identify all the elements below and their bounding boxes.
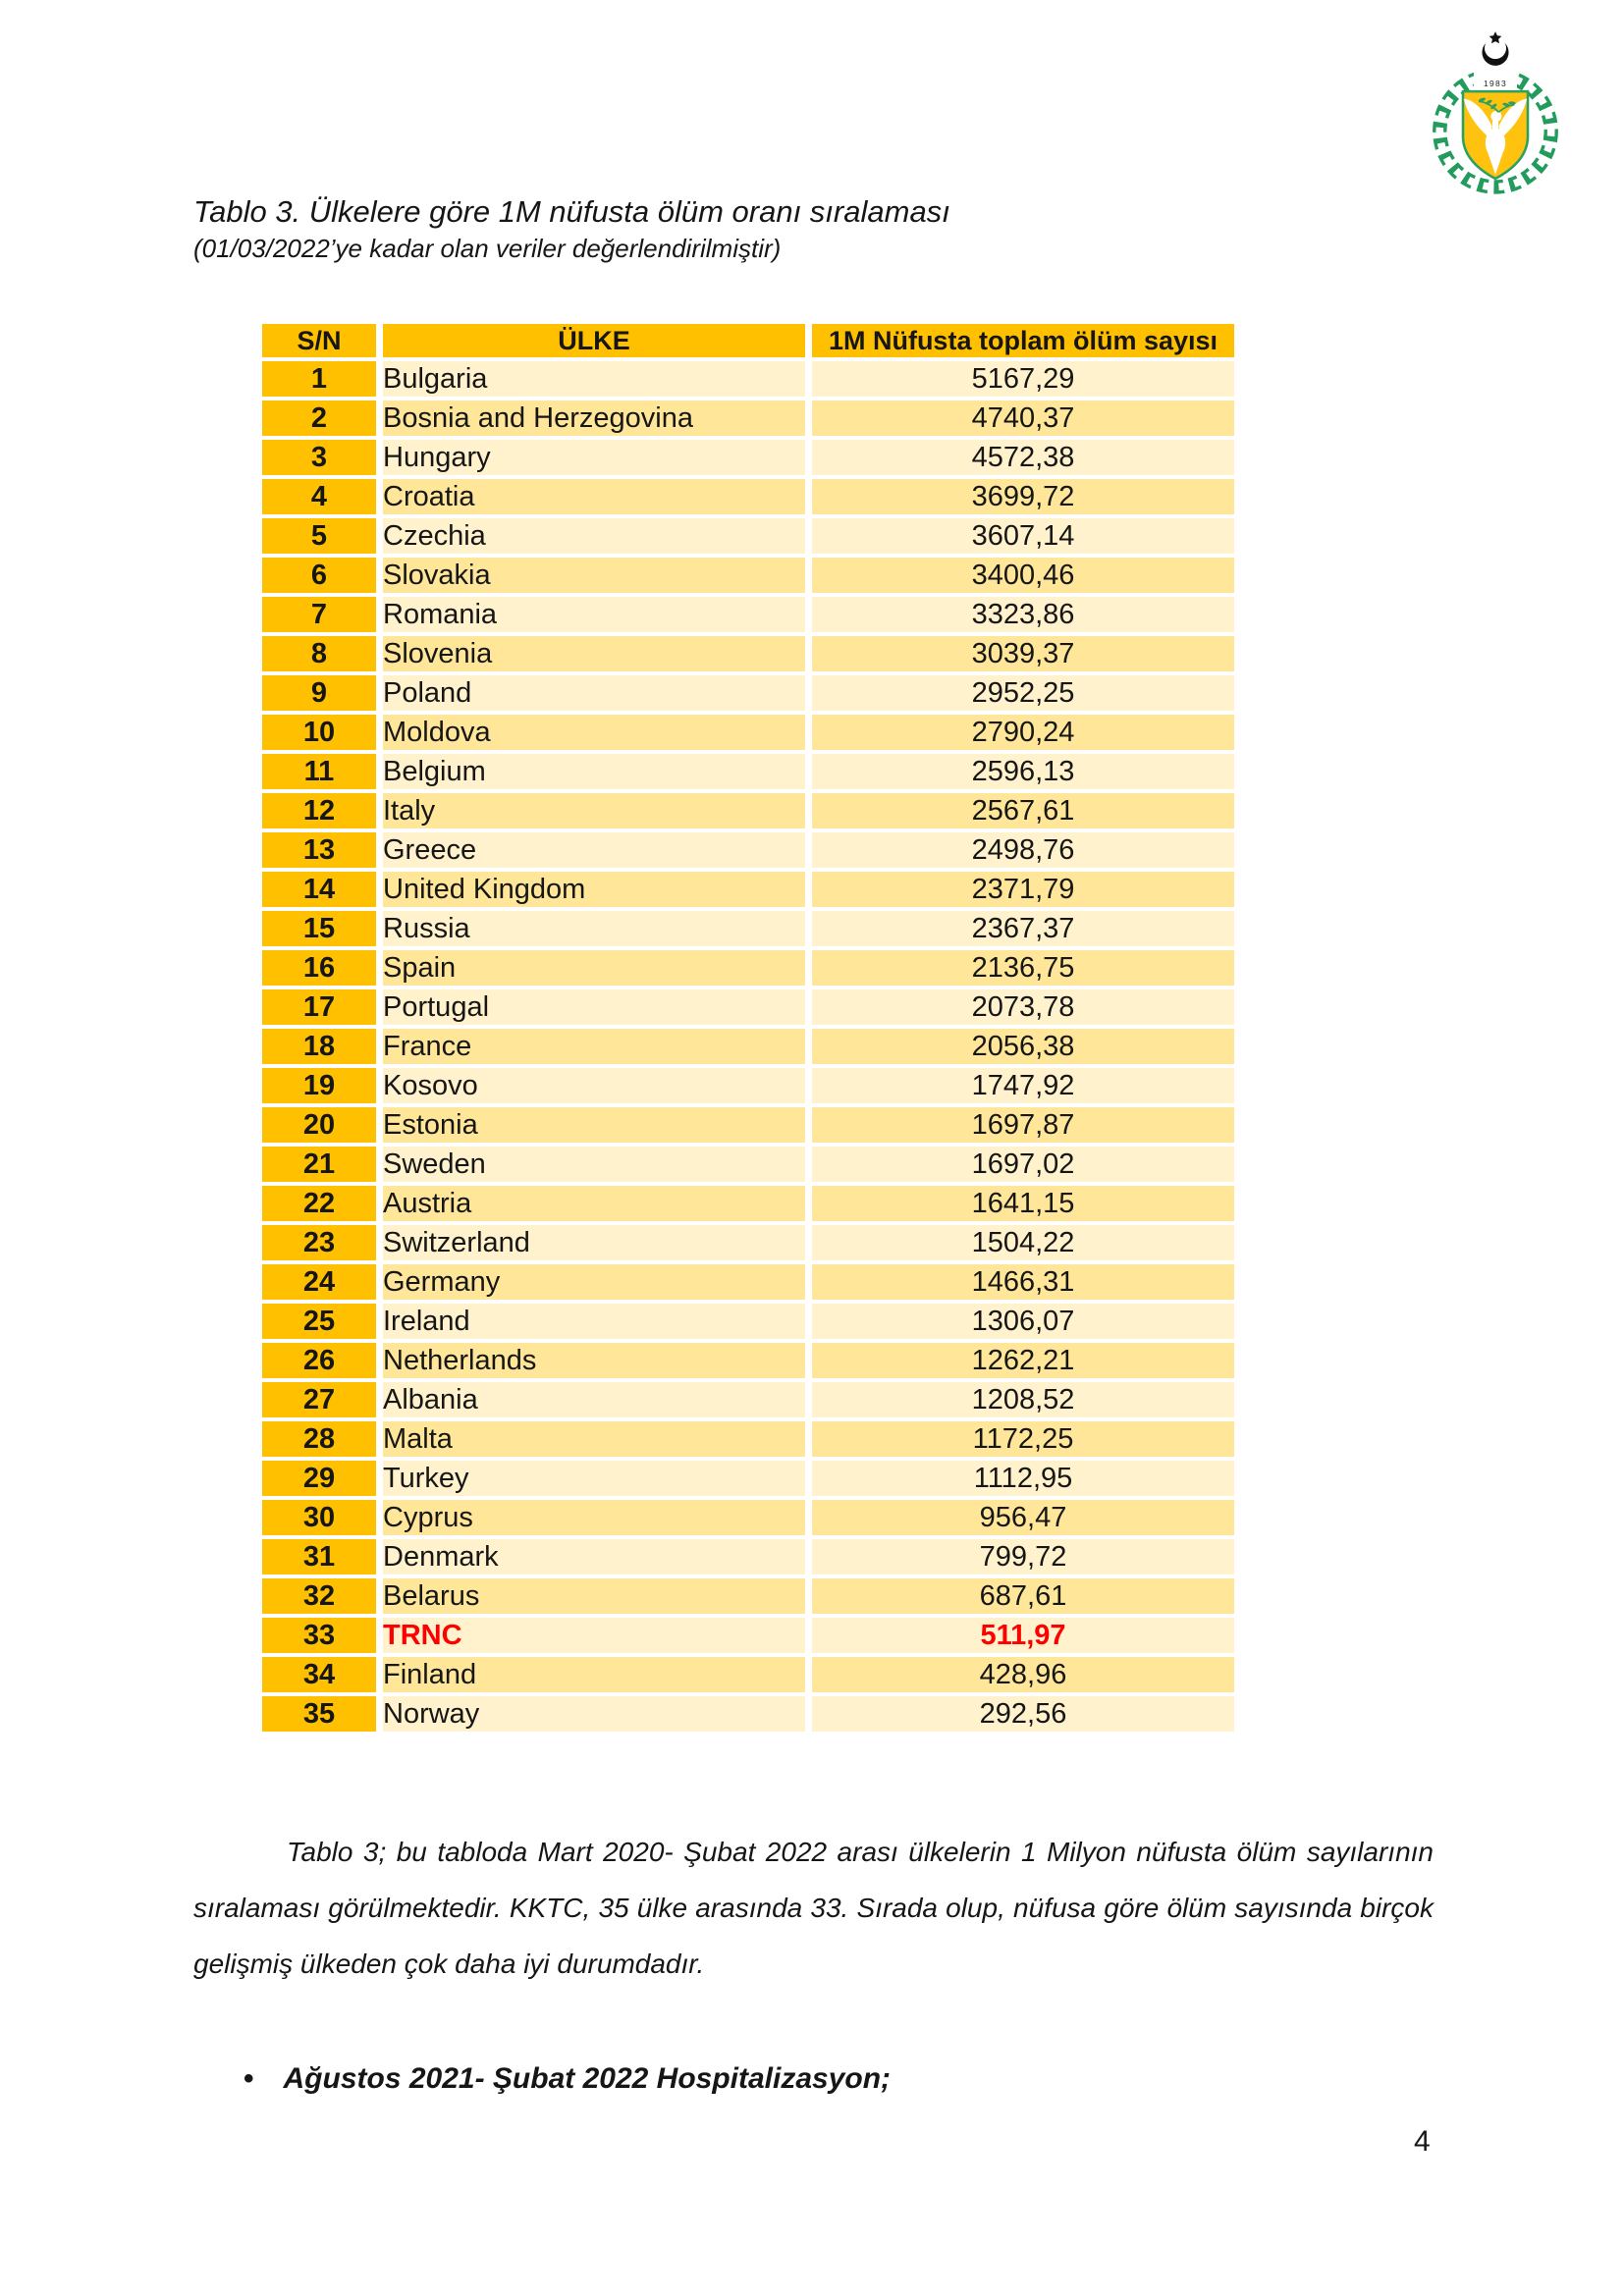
value-cell: 2952,25 (812, 675, 1234, 711)
country-cell: Russia (383, 911, 805, 946)
table-row (262, 872, 1234, 907)
column-header-country: ÜLKE (383, 324, 805, 357)
table-row (262, 1657, 1234, 1692)
rank-cell: 28 (262, 1421, 376, 1457)
rank-cell: 12 (262, 793, 376, 828)
rank-cell: 27 (262, 1382, 376, 1417)
rank-cell: 32 (262, 1578, 376, 1614)
country-cell: Turkey (383, 1461, 805, 1496)
country-cell: Poland (383, 675, 805, 711)
value-cell: 4572,38 (812, 440, 1234, 475)
bullet-marker: • (244, 2062, 254, 2095)
value-cell: 1697,87 (812, 1107, 1234, 1143)
rank-cell: 35 (262, 1696, 376, 1732)
table-header-row (262, 324, 1234, 357)
table-row (262, 754, 1234, 789)
value-cell: 799,72 (812, 1539, 1234, 1575)
table-row (262, 1500, 1234, 1535)
rank-cell: 25 (262, 1304, 376, 1339)
country-cell: Belgium (383, 754, 805, 789)
table-row (262, 1421, 1234, 1457)
country-cell: Finland (383, 1657, 805, 1692)
table-row (262, 1461, 1234, 1496)
country-cell: Moldova (383, 715, 805, 750)
country-cell: France (383, 1029, 805, 1064)
table-row (262, 518, 1234, 554)
country-cell: Switzerland (383, 1225, 805, 1260)
rank-cell: 3 (262, 440, 376, 475)
rank-cell: 29 (262, 1461, 376, 1496)
table-row (262, 1186, 1234, 1221)
country-cell: Germany (383, 1264, 805, 1300)
country-cell: Greece (383, 832, 805, 868)
table-row (262, 1225, 1234, 1260)
rank-cell: 14 (262, 872, 376, 907)
country-cell: Spain (383, 950, 805, 986)
value-cell: 1112,95 (812, 1461, 1234, 1496)
rank-cell: 34 (262, 1657, 376, 1692)
table-row (262, 715, 1234, 750)
value-cell: 1262,21 (812, 1343, 1234, 1378)
table-row (262, 440, 1234, 475)
table-row (262, 675, 1234, 711)
bullet-item (244, 2061, 891, 2097)
rank-cell: 16 (262, 950, 376, 986)
value-cell: 2371,79 (812, 872, 1234, 907)
country-cell: Belarus (383, 1578, 805, 1614)
table-row (262, 361, 1234, 397)
table-row (262, 1068, 1234, 1103)
value-cell: 292,56 (812, 1696, 1234, 1732)
table-row (262, 636, 1234, 671)
value-cell: 2596,13 (812, 754, 1234, 789)
rank-cell: 6 (262, 558, 376, 593)
value-cell: 1306,07 (812, 1304, 1234, 1339)
rank-cell: 26 (262, 1343, 376, 1378)
value-cell: 3323,86 (812, 597, 1234, 632)
table-row (262, 1107, 1234, 1143)
rank-cell: 19 (262, 1068, 376, 1103)
value-cell: 3400,46 (812, 558, 1234, 593)
country-cell: Netherlands (383, 1343, 805, 1378)
country-cell: Portugal (383, 989, 805, 1025)
rank-cell: 21 (262, 1147, 376, 1182)
table-row (262, 793, 1234, 828)
country-cell: Croatia (383, 479, 805, 514)
rank-cell: 9 (262, 675, 376, 711)
table-row (262, 1147, 1234, 1182)
rank-cell: 20 (262, 1107, 376, 1143)
country-cell: Slovenia (383, 636, 805, 671)
column-header-value: 1M Nüfusta toplam ölüm sayısı (812, 324, 1234, 357)
rank-cell: 13 (262, 832, 376, 868)
table-body (262, 361, 1234, 1732)
country-cell: Bulgaria (383, 361, 805, 397)
value-cell: 1208,52 (812, 1382, 1234, 1417)
value-cell: 2056,38 (812, 1029, 1234, 1064)
rank-cell: 33 (262, 1618, 376, 1653)
rank-cell: 5 (262, 518, 376, 554)
rank-cell: 31 (262, 1539, 376, 1575)
value-cell: 2073,78 (812, 989, 1234, 1025)
table-row (262, 989, 1234, 1025)
mortality-ranking-table (255, 320, 1241, 1735)
country-cell: Bosnia and Herzegovina (383, 400, 805, 436)
country-cell: Albania (383, 1382, 805, 1417)
value-cell: 2367,37 (812, 911, 1234, 946)
rank-cell: 10 (262, 715, 376, 750)
country-cell: Denmark (383, 1539, 805, 1575)
value-cell: 511,97 (812, 1618, 1234, 1653)
table-row (262, 1029, 1234, 1064)
trnc-coat-of-arms-logo (1412, 22, 1579, 200)
table-row (262, 1539, 1234, 1575)
rank-cell: 22 (262, 1186, 376, 1221)
table-row (262, 597, 1234, 632)
country-cell: Italy (383, 793, 805, 828)
rank-cell: 4 (262, 479, 376, 514)
rank-cell: 18 (262, 1029, 376, 1064)
value-cell: 2567,61 (812, 793, 1234, 828)
value-cell: 1747,92 (812, 1068, 1234, 1103)
country-cell: United Kingdom (383, 872, 805, 907)
country-cell: Austria (383, 1186, 805, 1221)
rank-cell: 24 (262, 1264, 376, 1300)
table-subtitle: (01/03/2022’ye kadar olan veriler değerlendirilmiştir) (193, 234, 782, 263)
country-cell: Hungary (383, 440, 805, 475)
value-cell: 4740,37 (812, 400, 1234, 436)
value-cell: 2136,75 (812, 950, 1234, 986)
value-cell: 956,47 (812, 1500, 1234, 1535)
rank-cell: 23 (262, 1225, 376, 1260)
table-row (262, 832, 1234, 868)
table-row (262, 950, 1234, 986)
value-cell: 3039,37 (812, 636, 1234, 671)
rank-cell: 1 (262, 361, 376, 397)
table-row (262, 1578, 1234, 1614)
rank-cell: 15 (262, 911, 376, 946)
rank-cell: 8 (262, 636, 376, 671)
table-row (262, 1304, 1234, 1339)
bullet-text: Ağustos 2021- Şubat 2022 Hospitalizasyon; (283, 2062, 892, 2095)
value-cell: 1641,15 (812, 1186, 1234, 1221)
value-cell: 2790,24 (812, 715, 1234, 750)
rank-cell: 11 (262, 754, 376, 789)
value-cell: 5167,29 (812, 361, 1234, 397)
country-cell: Czechia (383, 518, 805, 554)
table-row (262, 558, 1234, 593)
rank-cell: 7 (262, 597, 376, 632)
country-cell: Romania (383, 597, 805, 632)
country-cell: Cyprus (383, 1500, 805, 1535)
country-cell: Norway (383, 1696, 805, 1732)
value-cell: 687,61 (812, 1578, 1234, 1614)
table-title: Tablo 3. Ülkelere göre 1M nüfusta ölüm oranı sıralaması (193, 194, 950, 229)
rank-cell: 30 (262, 1500, 376, 1535)
value-cell: 3607,14 (812, 518, 1234, 554)
value-cell: 1172,25 (812, 1421, 1234, 1457)
value-cell: 1466,31 (812, 1264, 1234, 1300)
value-cell: 1504,22 (812, 1225, 1234, 1260)
country-cell: TRNC (383, 1618, 805, 1653)
country-cell: Slovakia (383, 558, 805, 593)
table-row (262, 1382, 1234, 1417)
value-cell: 3699,72 (812, 479, 1234, 514)
value-cell: 1697,02 (812, 1147, 1234, 1182)
country-cell: Malta (383, 1421, 805, 1457)
table-row (262, 1343, 1234, 1378)
table-row (262, 911, 1234, 946)
logo-year-text: 1983 (1484, 79, 1507, 89)
country-cell: Sweden (383, 1147, 805, 1182)
column-header-sn: S/N (262, 324, 376, 357)
country-cell: Estonia (383, 1107, 805, 1143)
rank-cell: 17 (262, 989, 376, 1025)
table-row (262, 400, 1234, 436)
country-cell: Ireland (383, 1304, 805, 1339)
country-cell: Kosovo (383, 1068, 805, 1103)
value-cell: 2498,76 (812, 832, 1234, 868)
rank-cell: 2 (262, 400, 376, 436)
title-block (193, 194, 950, 264)
page-number: 4 (1414, 2125, 1431, 2158)
value-cell: 428,96 (812, 1657, 1234, 1692)
table-row (262, 1264, 1234, 1300)
crescent-star-icon (1482, 31, 1508, 66)
table-row (262, 1696, 1234, 1732)
table-row (262, 1618, 1234, 1653)
commentary-paragraph: Tablo 3; bu tabloda Mart 2020- Şubat 2022 arası ülkelerin 1 Milyon nüfusta ölüm sayılarının sıralaması görülmektedir. KKTC, 35 ülke arasında 33. Sırada olup, nüfusa göre ölüm sayısında birçok gelişmiş ülkeden çok daha iyi durumdadır. (193, 1837, 1434, 1979)
table-row (262, 479, 1234, 514)
